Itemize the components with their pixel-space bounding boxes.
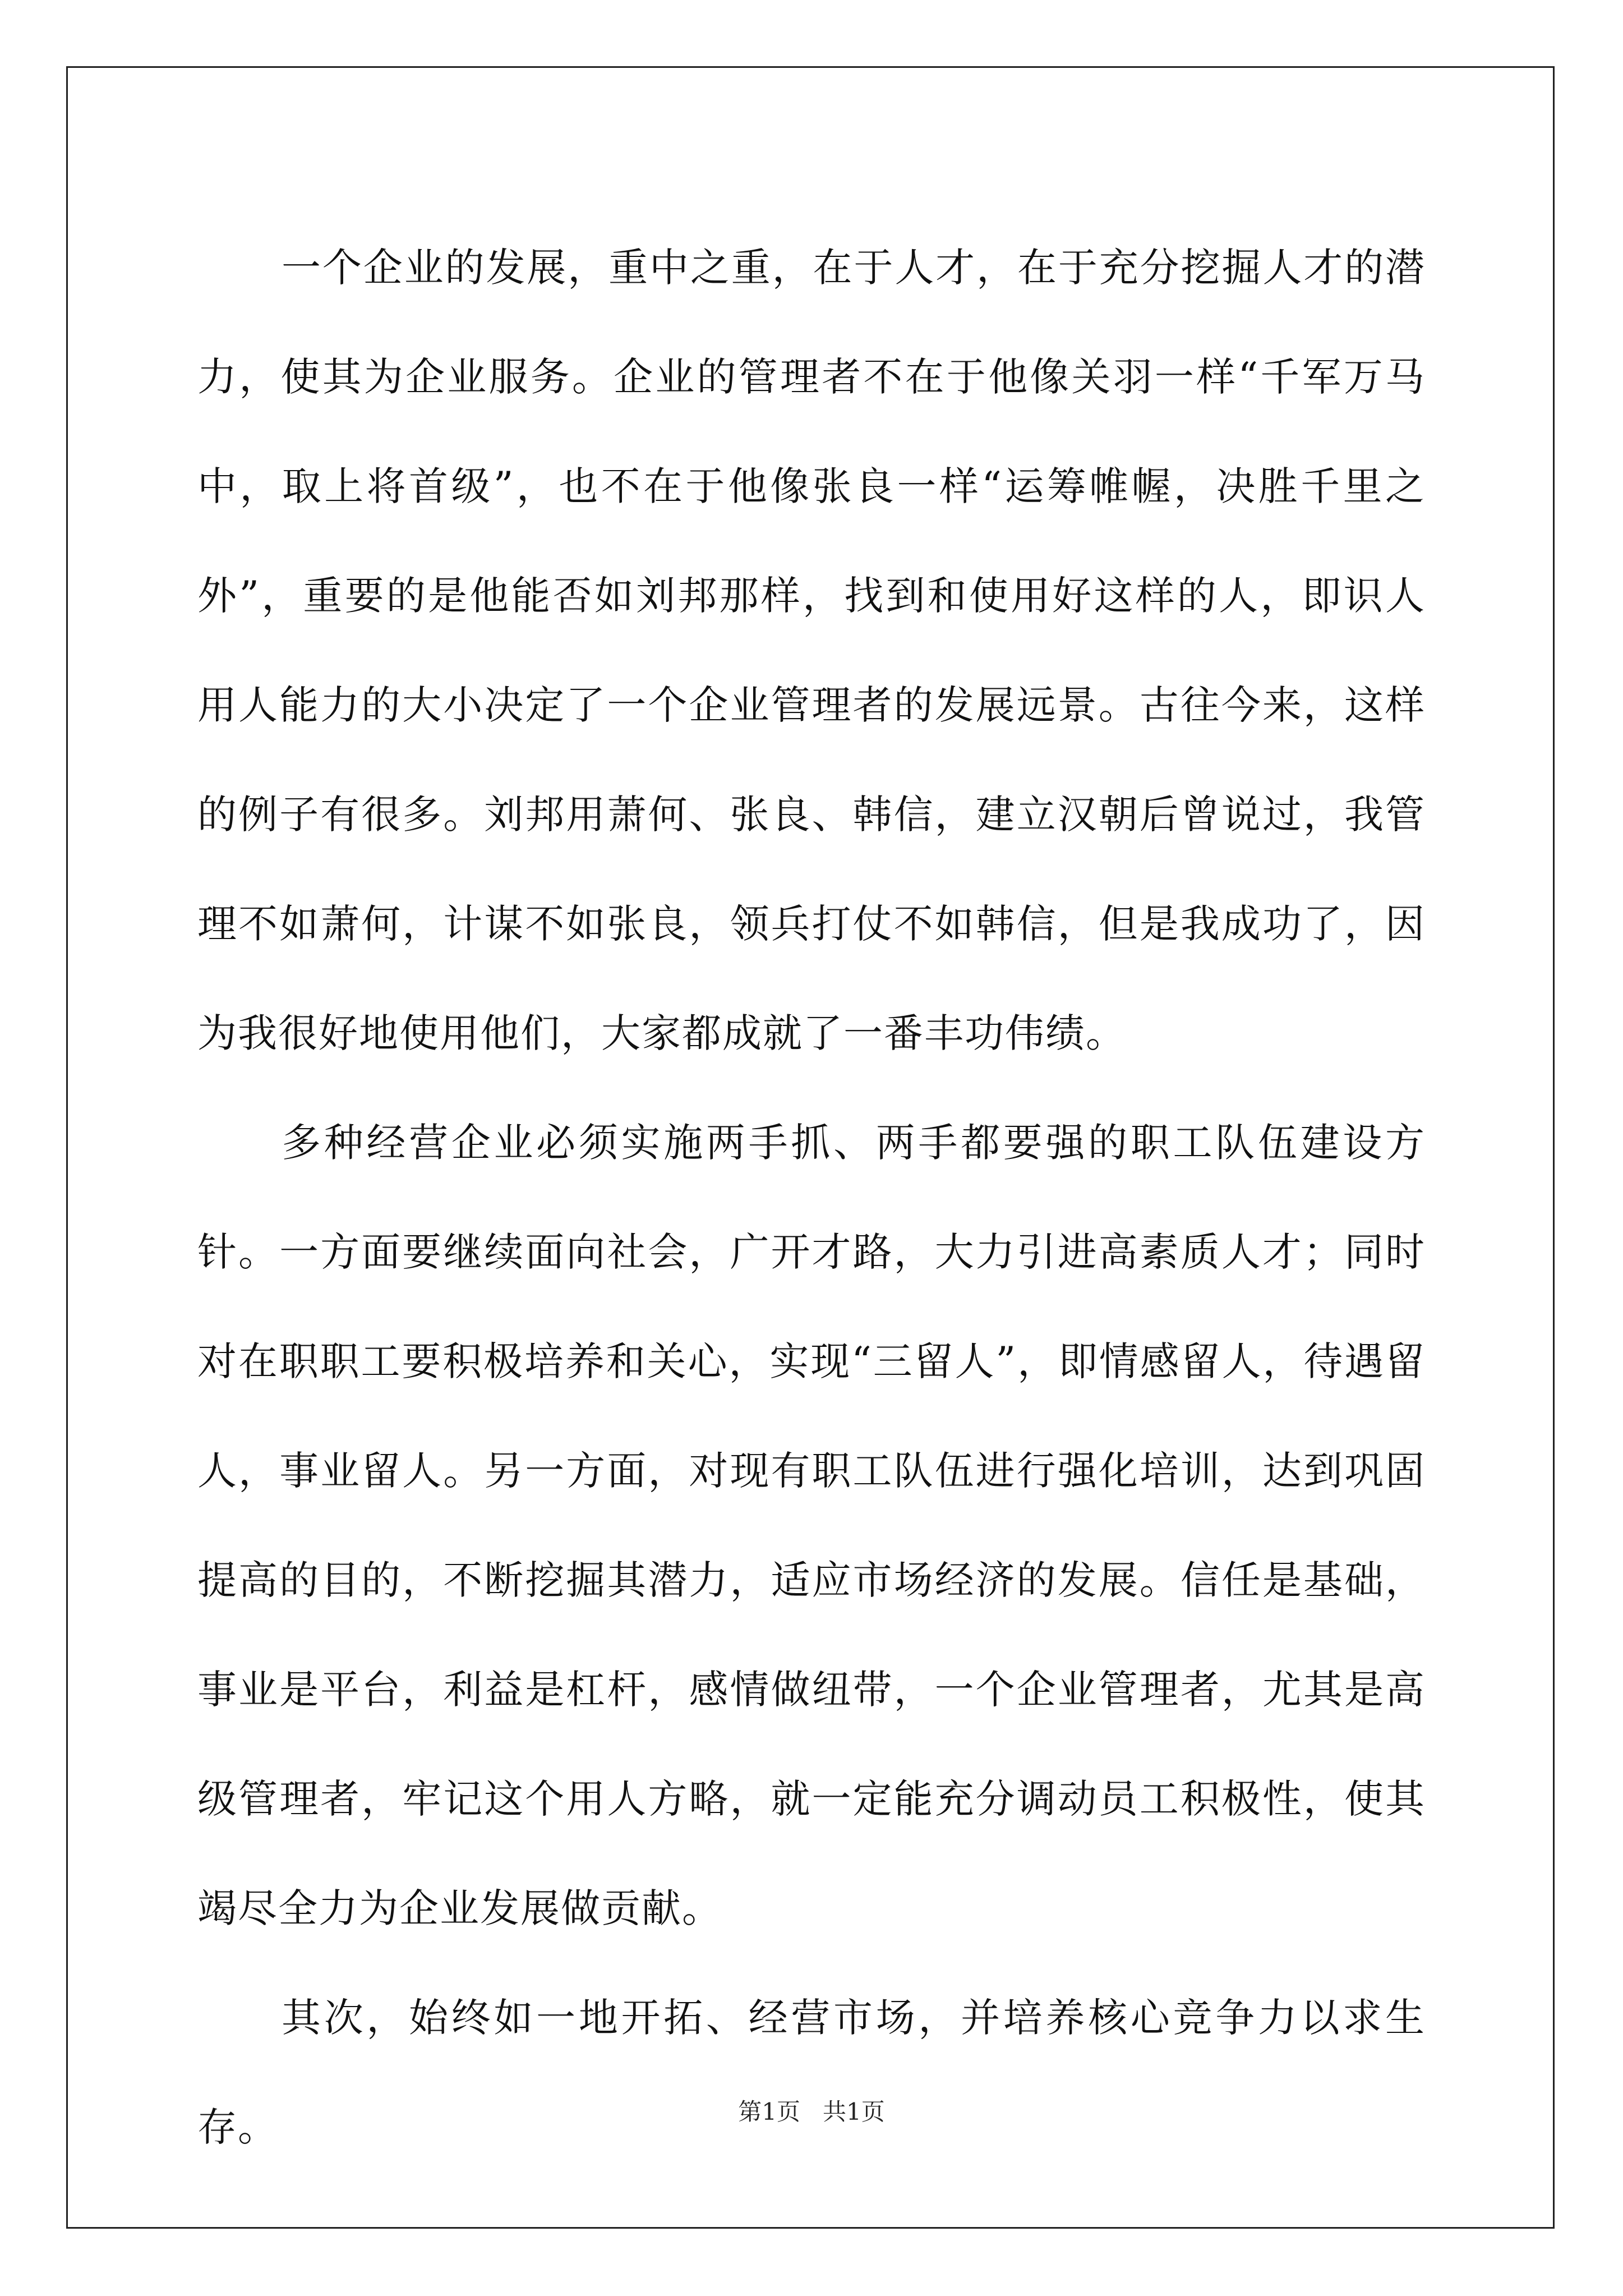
document-body: [197, 213, 1426, 2182]
paragraph: 一个企业的发展，重中之重，在于人才，在于充分挖掘人才的潜力，使其为企业服务。企业的管理者不在于他像关羽一样“千军万马中，取上将首级”，也不在于他像张良一样“运筹帷幄，决胜千里之外”，重要的是他能否如刘邦那样，找到和使用好这样的人，即识人用人能力的大小决定了一个企业管理者的发展远景。古往今来，这样的例子有很多。刘邦用萧何、张良、韩信，建立汉朝后曾说过，我管理不如萧何，计谋不如张良，领兵打仗不如韩信，但是我成功了，因为我很好地使用他们，大家都成就了一番丰功伟绩。: [197, 245, 1426, 1056]
paragraph: 多种经营企业必须实施两手抓、两手都要强的职工队伍建设方针。一方面要继续面向社会，广开才路，大力引进高素质人才；同时对在职职工要积极培养和关心，实现“三留人”，即情感留人，待遇留人，事业留人。另一方面，对现有职工队伍进行强化培训，达到巩固提高的目的，不断挖掘其潜力，适应市场经济的发展。信任是基础，事业是平台，利益是杠杆，感情做纽带，一个企业管理者，尤其是高级管理者，牢记这个用人方略，就一定能充分调动员工积极性，使其竭尽全力为企业发展做贡献。: [197, 1120, 1426, 1931]
paragraph: 其次，始终如一地开拓、经营市场，并培养核心竞争力以求生存。: [197, 1995, 1426, 2150]
page-footer: 第1页 共1页: [738, 2098, 885, 2125]
